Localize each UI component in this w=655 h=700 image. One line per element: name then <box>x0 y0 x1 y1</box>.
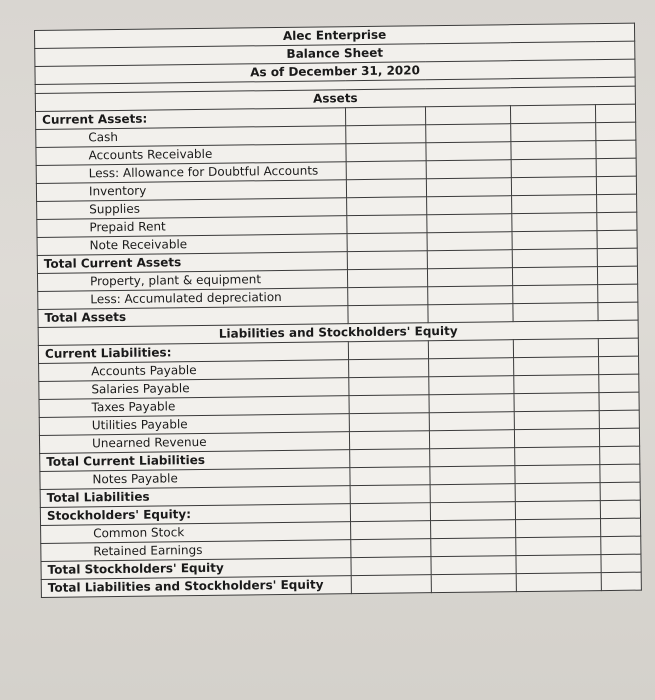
row-label: Unearned Revenue <box>39 432 349 454</box>
amount-cell[interactable] <box>349 413 429 432</box>
amount-cell[interactable] <box>426 160 511 179</box>
amount-cell[interactable] <box>512 249 597 268</box>
amount-cell[interactable] <box>428 286 513 305</box>
liabilities-section-title: Liabilities and Stockholders' Equity <box>38 320 638 345</box>
amount-cell[interactable] <box>599 356 639 374</box>
row-label: Total Current Liabilities <box>40 450 350 472</box>
amount-cell[interactable] <box>431 538 516 557</box>
statement-title: Balance Sheet <box>35 41 635 66</box>
amount-cell[interactable] <box>515 501 600 520</box>
row-label: Notes Payable <box>40 468 350 490</box>
amount-cell[interactable] <box>349 359 429 378</box>
amount-cell[interactable] <box>596 122 636 140</box>
amount-cell[interactable] <box>516 537 601 556</box>
amount-cell[interactable] <box>431 574 516 593</box>
amount-cell[interactable] <box>516 573 601 592</box>
amount-cell[interactable] <box>597 194 637 212</box>
amount-cell[interactable] <box>350 467 430 486</box>
amount-cell[interactable] <box>350 485 430 504</box>
row-label: Total Assets <box>38 306 348 328</box>
row-label: Retained Earnings <box>41 540 351 562</box>
amount-cell[interactable] <box>350 449 430 468</box>
row-label: Less: Allowance for Doubtful Accounts <box>36 162 346 184</box>
amount-cell[interactable] <box>596 140 636 158</box>
amount-cell[interactable] <box>427 196 512 215</box>
row-label: Stockholders' Equity: <box>40 504 350 526</box>
amount-cell[interactable] <box>511 177 596 196</box>
row-label: Taxes Payable <box>39 396 349 418</box>
amount-cell[interactable] <box>349 431 429 450</box>
row-label: Cash <box>36 126 346 148</box>
amount-cell[interactable] <box>430 448 515 467</box>
row-label: Total Liabilities <box>40 486 350 508</box>
amount-cell[interactable] <box>515 447 600 466</box>
amount-cell[interactable] <box>429 376 514 395</box>
amount-cell[interactable] <box>514 357 599 376</box>
balance-sheet-worksheet <box>34 23 641 630</box>
amount-cell[interactable] <box>514 411 599 430</box>
row-label: Supplies <box>37 198 347 220</box>
amount-cell[interactable] <box>347 251 427 270</box>
row-label: Common Stock <box>41 522 351 544</box>
amount-cell[interactable] <box>430 484 515 503</box>
amount-cell[interactable] <box>425 106 510 125</box>
amount-cell[interactable] <box>600 446 640 464</box>
row-label: Less: Accumulated depreciation <box>38 288 348 310</box>
amount-cell[interactable] <box>598 302 638 320</box>
row-label: Current Liabilities: <box>38 342 348 364</box>
amount-cell[interactable] <box>346 143 426 162</box>
amount-cell[interactable] <box>601 554 641 572</box>
amount-cell[interactable] <box>429 394 514 413</box>
assets-section-title: Assets <box>35 86 635 111</box>
amount-cell[interactable] <box>511 123 596 142</box>
amount-cell[interactable] <box>514 429 599 448</box>
amount-cell[interactable] <box>511 141 596 160</box>
row-label: Total Liabilities and Stockholders' Equity <box>41 576 351 598</box>
amount-cell[interactable] <box>428 340 513 359</box>
amount-cell[interactable] <box>601 572 641 590</box>
amount-cell[interactable] <box>601 536 641 554</box>
amount-cell[interactable] <box>601 518 641 536</box>
amount-cell[interactable] <box>347 215 427 234</box>
amount-cell[interactable] <box>347 269 427 288</box>
amount-cell[interactable] <box>510 105 595 124</box>
row-label: Inventory <box>36 180 346 202</box>
statement-date: As of December 31, 2020 <box>35 59 635 84</box>
amount-cell[interactable] <box>516 519 601 538</box>
amount-cell[interactable] <box>598 338 638 356</box>
amount-cell[interactable] <box>427 250 512 269</box>
amount-cell[interactable] <box>598 284 638 302</box>
amount-cell[interactable] <box>346 125 426 144</box>
amount-cell[interactable] <box>514 375 599 394</box>
amount-cell[interactable] <box>351 557 431 576</box>
amount-cell[interactable] <box>349 377 429 396</box>
amount-cell[interactable] <box>514 393 599 412</box>
amount-cell[interactable] <box>599 392 639 410</box>
amount-cell[interactable] <box>512 213 597 232</box>
row-label: Prepaid Rent <box>37 216 347 238</box>
amount-cell[interactable] <box>597 230 637 248</box>
amount-cell[interactable] <box>346 179 426 198</box>
amount-cell[interactable] <box>512 267 597 286</box>
row-label: Accounts Payable <box>39 360 349 382</box>
amount-cell[interactable] <box>599 428 639 446</box>
amount-cell[interactable] <box>349 395 429 414</box>
amount-cell[interactable] <box>348 287 428 306</box>
amount-cell[interactable] <box>427 232 512 251</box>
amount-cell[interactable] <box>426 124 511 143</box>
company-name: Alec Enterprise <box>35 23 635 48</box>
amount-cell[interactable] <box>427 268 512 287</box>
amount-cell[interactable] <box>430 466 515 485</box>
amount-cell[interactable] <box>513 303 598 322</box>
amount-cell[interactable] <box>511 159 596 178</box>
amount-cell[interactable] <box>426 178 511 197</box>
row-label: Note Receivable <box>37 234 347 256</box>
amount-cell[interactable] <box>596 158 636 176</box>
amount-cell[interactable] <box>599 374 639 392</box>
row-label: Current Assets: <box>35 108 345 130</box>
amount-cell[interactable] <box>345 107 425 126</box>
amount-cell[interactable] <box>347 233 427 252</box>
amount-cell[interactable] <box>512 195 597 214</box>
amount-cell[interactable] <box>599 410 639 428</box>
amount-cell[interactable] <box>429 412 514 431</box>
amount-cell[interactable] <box>430 502 515 521</box>
amount-cell[interactable] <box>600 500 640 518</box>
balance-sheet-table <box>34 23 642 598</box>
amount-cell[interactable] <box>597 266 637 284</box>
amount-cell[interactable] <box>426 142 511 161</box>
amount-cell[interactable] <box>429 358 514 377</box>
amount-cell[interactable] <box>348 305 428 324</box>
amount-cell[interactable] <box>596 176 636 194</box>
amount-cell[interactable] <box>346 161 426 180</box>
amount-cell[interactable] <box>515 483 600 502</box>
row-label: Accounts Receivable <box>36 144 346 166</box>
amount-cell[interactable] <box>515 465 600 484</box>
amount-cell[interactable] <box>516 555 601 574</box>
row-label: Utilities Payable <box>39 414 349 436</box>
amount-cell[interactable] <box>351 521 431 540</box>
amount-cell[interactable] <box>595 104 635 122</box>
amount-cell[interactable] <box>512 231 597 250</box>
row-label: Total Stockholders' Equity <box>41 558 351 580</box>
amount-cell[interactable] <box>351 539 431 558</box>
amount-cell[interactable] <box>428 304 513 323</box>
amount-cell[interactable] <box>600 482 640 500</box>
amount-cell[interactable] <box>600 464 640 482</box>
amount-cell[interactable] <box>597 248 637 266</box>
row-label: Total Current Assets <box>37 252 347 274</box>
amount-cell[interactable] <box>513 285 598 304</box>
amount-cell[interactable] <box>427 214 512 233</box>
amount-cell[interactable] <box>431 556 516 575</box>
row-label: Property, plant & equipment <box>37 270 347 292</box>
row-label: Salaries Payable <box>39 378 349 400</box>
amount-cell[interactable] <box>513 339 598 358</box>
amount-cell[interactable] <box>347 197 427 216</box>
amount-cell[interactable] <box>429 430 514 449</box>
amount-cell[interactable] <box>431 520 516 539</box>
amount-cell[interactable] <box>348 341 428 360</box>
amount-cell[interactable] <box>350 503 430 522</box>
amount-cell[interactable] <box>351 575 431 594</box>
amount-cell[interactable] <box>597 212 637 230</box>
